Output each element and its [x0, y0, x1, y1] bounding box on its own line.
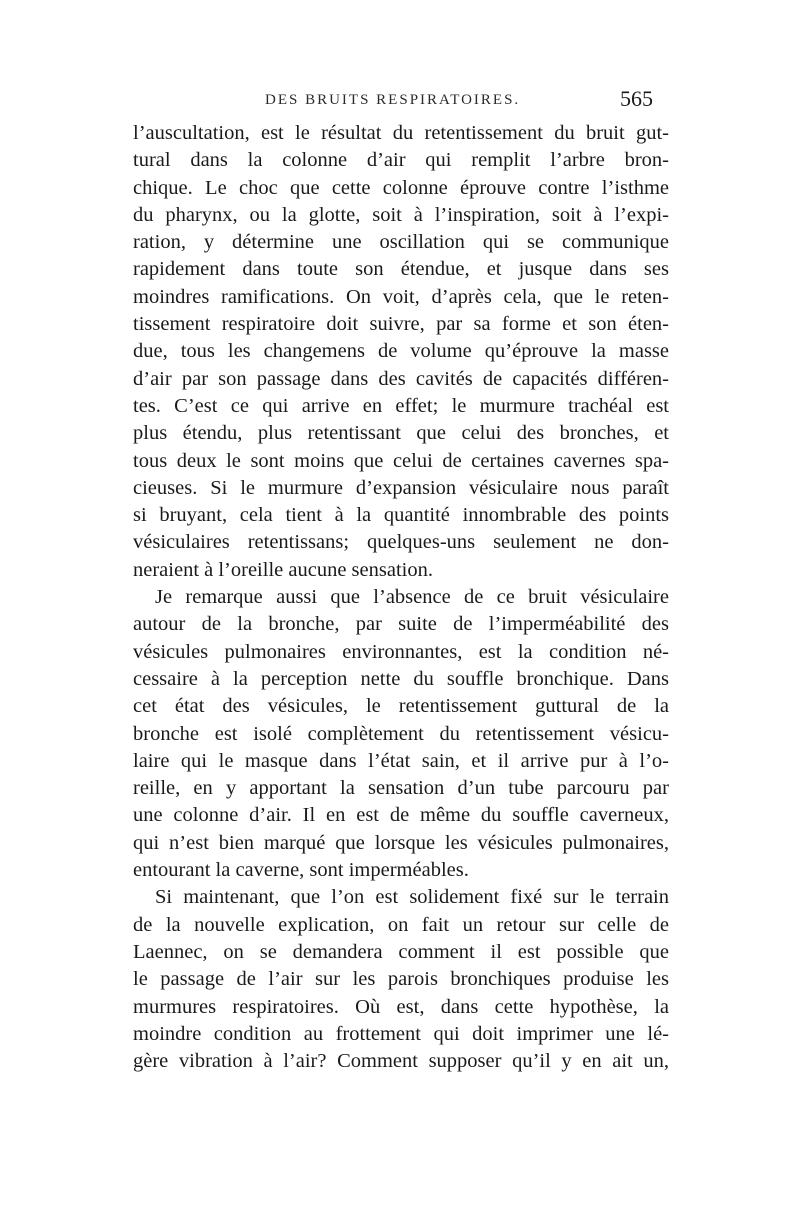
text-line: ration, y détermine une oscillation qui se communique	[133, 231, 669, 254]
text-line: de la nouvelle explication, on fait un retour sur celle de	[133, 913, 669, 936]
text-line: laire qui le masque dans l’état sain, et il arrive pur à l’o-	[133, 749, 669, 772]
text-line: cieuses. Si le murmure d’expansion vésiculaire nous paraît	[133, 476, 669, 499]
text-line: moindre condition au frottement qui doit imprimer une lé-	[133, 1022, 669, 1045]
text-line: due, tous les changemens de volume qu’éprouve la masse	[133, 340, 669, 363]
text-line: gère vibration à l’air? Comment supposer qu’il y en ait un,	[133, 1050, 669, 1073]
text-line: vésicules pulmonaires environnantes, est la condition né-	[133, 640, 669, 663]
text-line: tous deux le sont moins que celui de certaines cavernes spa-	[133, 449, 669, 472]
text-line: cessaire à la perception nette du souffle bronchique. Dans	[133, 667, 669, 690]
running-head: DES BRUITS RESPIRATOIRES.	[265, 92, 521, 108]
text-line: reille, en y apportant la sensation d’un tube parcouru par	[133, 777, 669, 800]
text-line: Laennec, on se demandera comment il est possible que	[133, 940, 669, 963]
page-number: 565	[620, 86, 653, 111]
text-line: rapidement dans toute son étendue, et jusque dans ses	[133, 258, 669, 281]
text-line: tes. C’est ce qui arrive en effet; le murmure trachéal est	[133, 394, 669, 417]
paragraph-2	[133, 584, 669, 884]
text-line: cet état des vésicules, le retentissement guttural de la	[133, 695, 669, 718]
text-line: entourant la caverne, sont imperméables.	[133, 859, 469, 882]
body-text	[133, 120, 669, 1075]
text-line: si bruyant, cela tient à la quantité innombrable des points	[133, 504, 669, 527]
text-line: neraient à l’oreille aucune sensation.	[133, 558, 433, 581]
paragraph-3	[133, 884, 669, 1075]
text-line: chique. Le choc que cette colonne éprouve contre l’isthme	[133, 176, 669, 199]
text-line: tissement respiratoire doit suivre, par sa forme et son éten-	[133, 313, 669, 336]
text-line: Je remarque aussi que l’absence de ce bruit vésiculaire	[155, 586, 669, 609]
paragraph-1	[133, 120, 669, 584]
text-line: bronche est isolé complètement du retentissement vésicu-	[133, 722, 669, 745]
text-line: autour de la bronche, par suite de l’imperméabilité des	[133, 613, 669, 636]
text-line: le passage de l’air sur les parois bronchiques produise les	[133, 968, 669, 991]
text-line: moindres ramifications. On voit, d’après cela, que le reten-	[133, 285, 669, 308]
text-line: qui n’est bien marqué que lorsque les vésicules pulmonaires,	[133, 831, 669, 854]
text-line: une colonne d’air. Il en est de même du souffle caverneux,	[133, 804, 669, 827]
text-line: vésiculaires retentissans; quelques-uns seulement ne don-	[133, 531, 669, 554]
text-line: l’auscultation, est le résultat du retentissement du bruit gut-	[133, 122, 669, 144]
text-line: d’air par son passage dans des cavités de capacités différen-	[133, 367, 669, 390]
text-line: murmures respiratoires. Où est, dans cette hypothèse, la	[133, 995, 669, 1018]
text-line: Si maintenant, que l’on est solidement fixé sur le terrain	[155, 886, 669, 909]
text-line: tural dans la colonne d’air qui remplit l’arbre bron-	[133, 149, 669, 172]
text-line: du pharynx, ou la glotte, soit à l’inspiration, soit à l’expi-	[133, 203, 669, 226]
text-line: plus étendu, plus retentissant que celui des bronches, et	[133, 422, 669, 445]
